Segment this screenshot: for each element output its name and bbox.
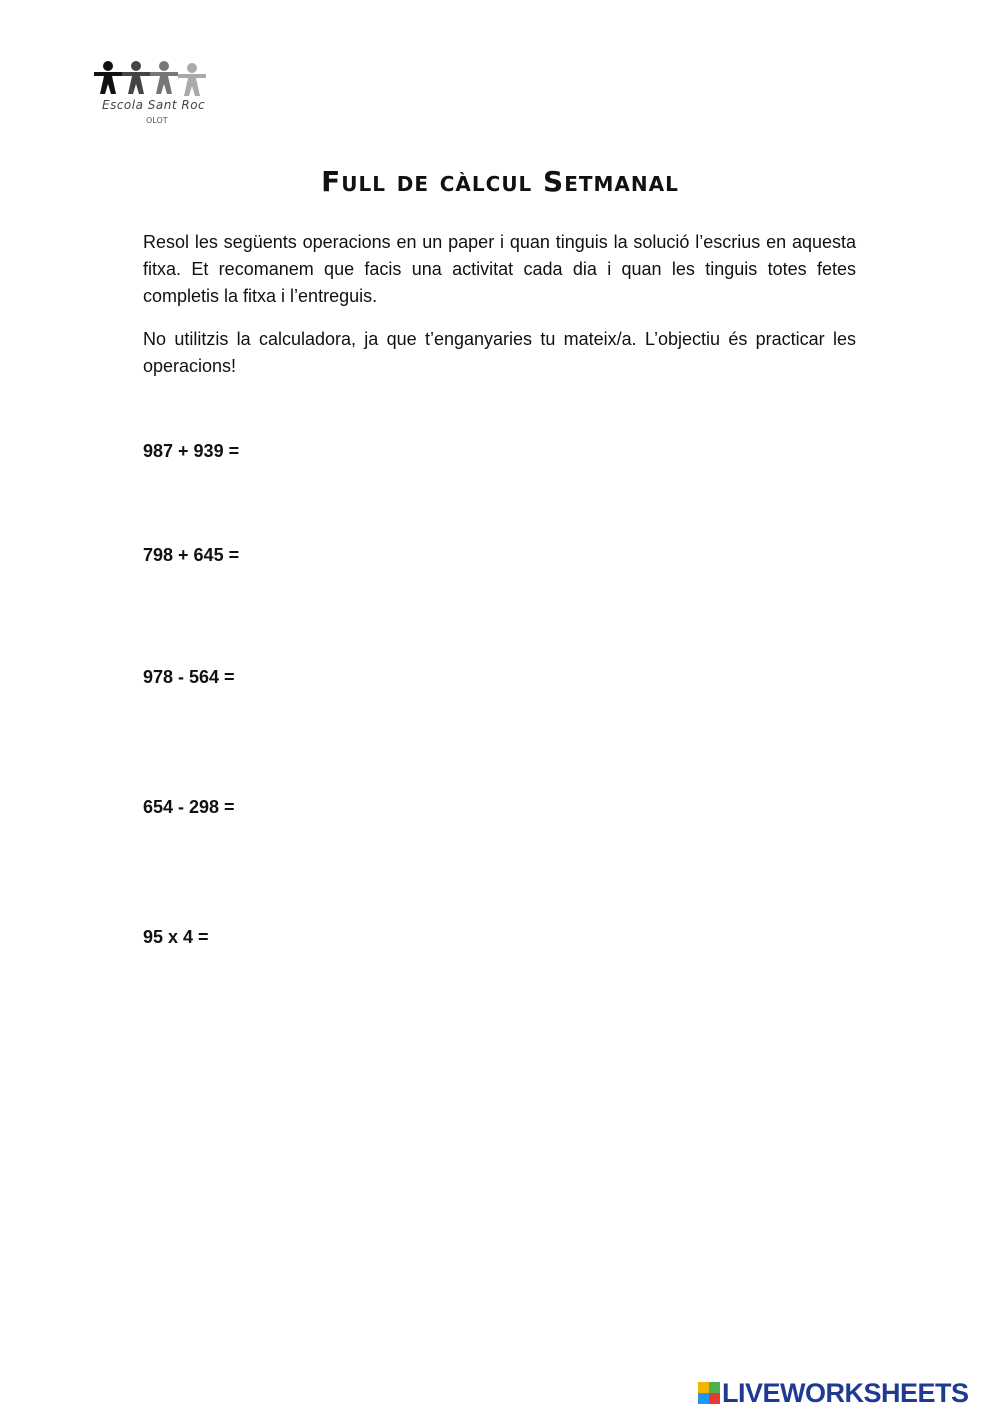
operation-1: 987 + 939 = bbox=[143, 441, 240, 461]
instructions bbox=[143, 229, 856, 396]
school-logo bbox=[90, 58, 230, 134]
paper-dolls-icon bbox=[90, 58, 230, 98]
operation-4: 654 - 298 = bbox=[143, 797, 235, 817]
instructions-paragraph: Resol les següents operacions en un paper i quan tinguis la solució l’escrius en aquesta fitxa. Et recomanem que facis una activitat cada dia i quan les tinguis totes fetes completis la fitxa i l’entreguis. bbox=[143, 232, 856, 306]
operation-5: 95 x 4 = bbox=[143, 927, 209, 947]
operation-3: 978 - 564 = bbox=[143, 667, 235, 687]
brand-text: LIVEWORKSHEETS bbox=[722, 1377, 969, 1408]
page-title: Full de càlcul Setmanal bbox=[321, 165, 679, 198]
liveworksheets-logo-icon bbox=[698, 1382, 720, 1404]
instructions-paragraph: No utilitzis la calculadora, ja que t’enganyaries tu mateix/a. L’objectiu és practicar les operacions! bbox=[143, 329, 856, 376]
liveworksheets-brand bbox=[698, 1378, 969, 1408]
school-city: OLOT bbox=[146, 116, 168, 125]
school-name: Escola Sant Roc bbox=[102, 98, 206, 112]
operation-2: 798 + 645 = bbox=[143, 545, 240, 565]
